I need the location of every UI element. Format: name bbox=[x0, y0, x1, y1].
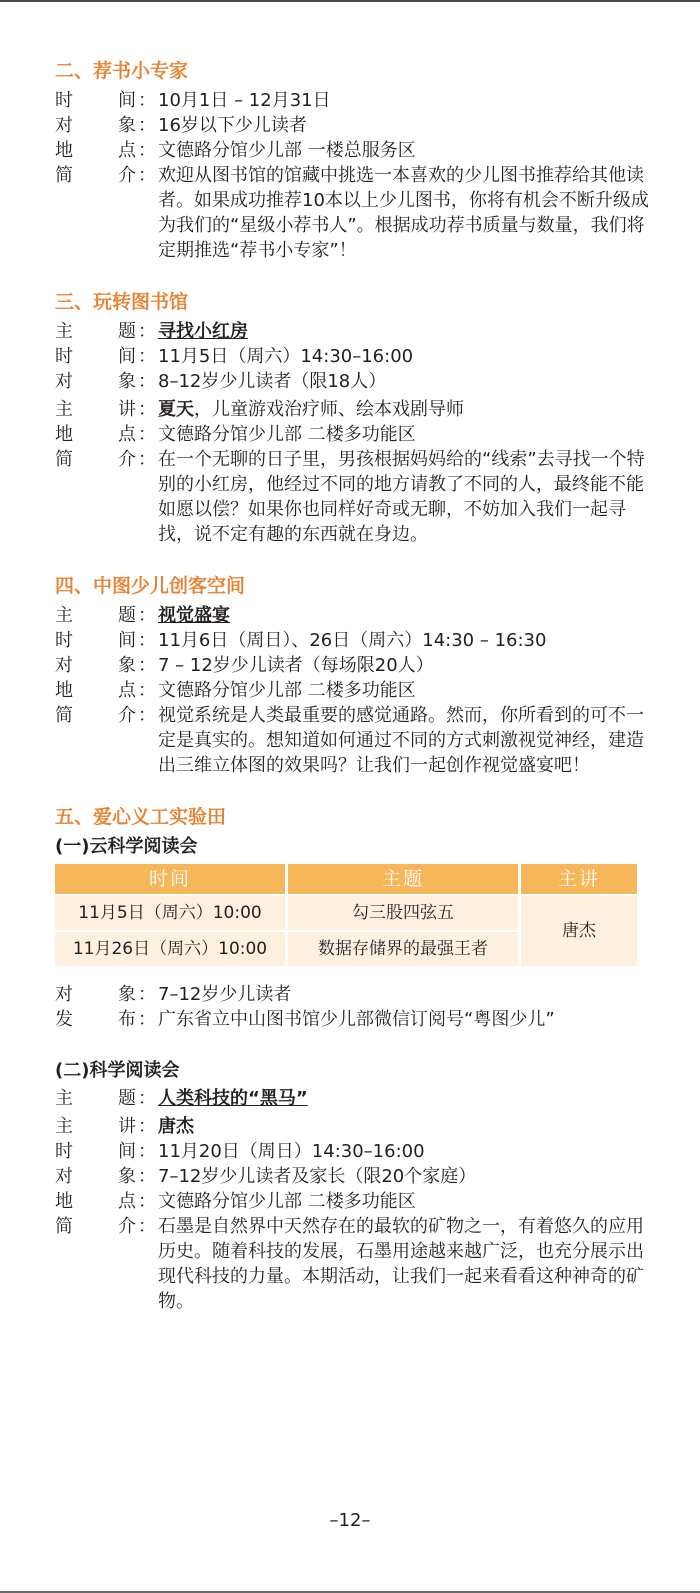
s5-sub2-time-row: 时 间 ： 11月20日（周日）14:30–16:00 bbox=[55, 1139, 650, 1164]
page-content bbox=[55, 58, 650, 1314]
s4-intro: 视觉系统是人类最重要的感觉通路。然而，你所看到的可不一定是真实的。想知道如何通过不同的方式刺激视觉神经，建造出三维立体图的效果吗？让我们一起创作视觉盛宴吧！ bbox=[158, 705, 644, 776]
s4-target: 7 – 12岁少儿读者（每场限20人） bbox=[158, 655, 434, 676]
page-number: –12– bbox=[329, 1510, 371, 1531]
s3-time: 11月5日（周六）14:30–16:00 bbox=[158, 346, 414, 367]
s4-target-row: 对 象 ： 7 – 12岁少儿读者（每场限20人） bbox=[55, 653, 650, 678]
s5-sub2-speaker-row: 主 讲 ： 唐杰 bbox=[55, 1116, 194, 1137]
s4-place: 文德路分馆少儿部 二楼多功能区 bbox=[158, 680, 416, 701]
s3-speaker-name: 夏天 bbox=[158, 399, 194, 420]
schedule-time: 11月26日（周六）10:00 bbox=[55, 932, 285, 966]
s3-target-row: 对 象 ： 8–12岁少儿读者（限18人） bbox=[55, 369, 650, 394]
s5-sub2-target: 7–12岁少儿读者及家长（限20个家庭） bbox=[158, 1166, 477, 1187]
s3-topic-row: 主 题 ： 寻找小红房 bbox=[55, 321, 248, 342]
top-border bbox=[0, 0, 700, 2]
s2-intro-row: 简 介 ： 欢迎从图书馆的馆藏中挑选一本喜欢的少儿图书推荐给其他读者。如果成功推荐10本以上少儿图书，你将有机会不断升级成为我们的“星级小荐书人”。根据成功荐书质量与数量，我们将定期推选“荐书小专家”！ bbox=[55, 165, 649, 261]
s4-topic-row: 主 题 ： 视觉盛宴 bbox=[55, 605, 230, 626]
s3-target: 8–12岁少儿读者（限18人） bbox=[158, 371, 387, 392]
s5-sub2-topic-row: 主 题 ： 人类科技的“黑马” bbox=[55, 1088, 308, 1109]
s4-time-row: 时 间 ： 11月6日（周日）、26日（周六）14:30 – 16:30 bbox=[55, 628, 650, 653]
schedule-topic: 数据存储界的最强王者 bbox=[288, 932, 518, 966]
schedule-header-row bbox=[55, 864, 637, 894]
s3-intro-row: 简 介 ： 在一个无聊的日子里，男孩根据妈妈给的“线索”去寻找一个特别的小红房，他经过不同的地方请教了不同的人，最终能不能如愿以偿？如果你也同样好奇或无聊，不妨加入我们一起寻找，说不定有趣的东西就在身边。 bbox=[55, 447, 650, 547]
section-3-heading: 三、玩转图书馆 bbox=[55, 291, 189, 313]
s3-speaker-row: 主 讲 ： 夏天，儿童游戏治疗师、绘本戏剧导师 bbox=[55, 399, 464, 420]
s3-time-row: 时 间 ： 11月5日（周六）14:30–16:00 bbox=[55, 344, 650, 369]
schedule-table bbox=[52, 862, 640, 968]
schedule-topic: 勾三股四弦五 bbox=[288, 896, 518, 930]
s2-place: 文德路分馆少儿部 一楼总服务区 bbox=[158, 140, 416, 161]
s2-intro: 欢迎从图书馆的馆藏中挑选一本喜欢的少儿图书推荐给其他读者。如果成功推荐10本以上少儿图书，你将有机会不断升级成为我们的“星级小荐书人”。根据成功荐书质量与数量，我们将定期推选“荐书小专家”！ bbox=[158, 165, 649, 261]
schedule-header-speaker: 主讲 bbox=[521, 864, 637, 894]
s4-time: 11月6日（周日）、26日（周六）14:30 – 16:30 bbox=[158, 630, 547, 651]
s5-sub2-speaker: 唐杰 bbox=[158, 1116, 194, 1137]
s5-sub1-publish-row: 发 布 ： 广东省立中山图书馆少儿部微信订阅号“粤图少儿” bbox=[55, 1007, 650, 1032]
table-row bbox=[55, 896, 637, 930]
s2-place-row: 地 点 ： 文德路分馆少儿部 一楼总服务区 bbox=[55, 138, 650, 163]
section-5-heading: 五、爱心义工实验田 bbox=[55, 806, 227, 828]
s2-time-row: 时 间 ： 10月1日 – 12月31日 bbox=[55, 88, 650, 113]
s5-sub2-time: 11月20日（周日）14:30–16:00 bbox=[158, 1141, 425, 1162]
s4-topic: 视觉盛宴 bbox=[158, 605, 230, 626]
s5-sub2-intro: 石墨是自然界中天然存在的最软的矿物之一，有着悠久的应用历史。随着科技的发展，石墨用途越来越广泛，也充分展示出现代科技的力量。本期活动，让我们一起来看看这种神奇的矿物。 bbox=[158, 1216, 644, 1312]
s4-place-row: 地 点 ： 文德路分馆少儿部 二楼多功能区 bbox=[55, 678, 650, 703]
s2-target: 16岁以下少儿读者 bbox=[158, 115, 307, 136]
schedule-header-topic: 主题 bbox=[288, 864, 518, 894]
s3-place-row: 地 点 ： 文德路分馆少儿部 二楼多功能区 bbox=[55, 422, 650, 447]
s3-place: 文德路分馆少儿部 二楼多功能区 bbox=[158, 424, 416, 445]
s5-sub2-heading: (二)科学阅读会 bbox=[55, 1060, 180, 1081]
section-4-heading: 四、中图少儿创客空间 bbox=[55, 575, 246, 597]
s5-sub1-target: 7–12岁少儿读者 bbox=[158, 984, 292, 1005]
schedule-time: 11月5日（周六）10:00 bbox=[55, 896, 285, 930]
schedule-header-time: 时间 bbox=[55, 864, 285, 894]
s3-topic: 寻找小红房 bbox=[158, 321, 248, 342]
s2-target-row: 对 象 ： 16岁以下少儿读者 bbox=[55, 113, 650, 138]
s5-sub2-place: 文德路分馆少儿部 二楼多功能区 bbox=[158, 1191, 416, 1212]
s5-sub1-publish: 广东省立中山图书馆少儿部微信订阅号“粤图少儿” bbox=[158, 1009, 555, 1030]
s5-sub2-intro-row: 简 介 ： 石墨是自然界中天然存在的最软的矿物之一，有着悠久的应用历史。随着科技的发展，石墨用途越来越广泛，也充分展示出现代科技的力量。本期活动，让我们一起来看看这种神奇的矿物。 bbox=[55, 1214, 650, 1314]
schedule-speaker: 唐杰 bbox=[521, 896, 637, 966]
s5-sub2-target-row: 对 象 ： 7–12岁少儿读者及家长（限20个家庭） bbox=[55, 1164, 650, 1189]
s3-intro: 在一个无聊的日子里，男孩根据妈妈给的“线索”去寻找一个特别的小红房，他经过不同的地方请教了不同的人，最终能不能如愿以偿？如果你也同样好奇或无聊，不妨加入我们一起寻找，说不定有趣的东西就在身边。 bbox=[158, 449, 645, 545]
section-2-heading: 二、荐书小专家 bbox=[55, 60, 189, 82]
s2-time: 10月1日 – 12月31日 bbox=[158, 90, 331, 111]
s5-sub2-topic: 人类科技的“黑马” bbox=[158, 1088, 308, 1109]
s4-intro-row: 简 介 ： 视觉系统是人类最重要的感觉通路。然而，你所看到的可不一定是真实的。想知道如何通过不同的方式刺激视觉神经，建造出三维立体图的效果吗？让我们一起创作视觉盛宴吧！ bbox=[55, 703, 650, 778]
s5-sub2-place-row: 地 点 ： 文德路分馆少儿部 二楼多功能区 bbox=[55, 1189, 650, 1214]
s5-sub1-target-row: 对 象 ： 7–12岁少儿读者 bbox=[55, 982, 650, 1007]
s5-sub1-heading: (一)云科学阅读会 bbox=[55, 836, 198, 857]
s3-speaker-desc: ，儿童游戏治疗师、绘本戏剧导师 bbox=[194, 399, 464, 420]
